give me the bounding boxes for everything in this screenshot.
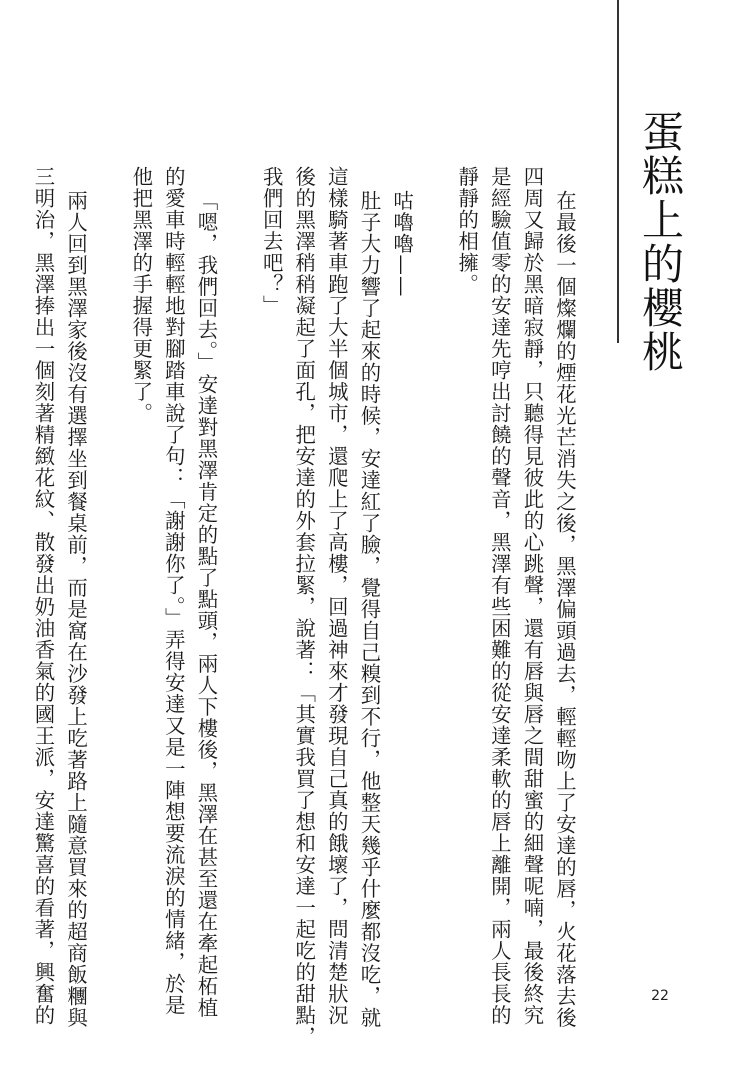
text-line: 咕嚕嚕——: [390, 190, 415, 298]
chapter-title: 蛋糕上的櫻桃: [636, 110, 685, 374]
page-number: 22: [651, 988, 669, 1004]
text-line: 肚子大力響了起來的時候，安達紅了臉，覺得自己糗到不行，他整天幾乎什麼都沒吃，就: [357, 190, 382, 1029]
text-line: 是經驗值零的安達先哼出討饒的聲音，黑澤有些困難的從安達柔軟的唇上離開，兩人長長的: [487, 166, 512, 1026]
text-line: 後的黑澤稍稍凝起了面孔，把安達的外套拉緊，說著：「其實我買了想和安達一起吃的甜點，: [292, 166, 317, 1048]
text-line: 兩人回到黑澤家後沒有選擇坐到餐桌前，而是窩在沙發上吃著路上隨意買來的超商飯糰與: [64, 190, 89, 1029]
text-line: 四周又歸於黑暗寂靜，只聽得見彼此的心跳聲，還有唇與唇之間甜蜜的細聲呢喃，最後終究: [520, 166, 545, 1026]
text-line: 「嗯，我們回去。」安達對黑澤肯定的點了點頭，兩人下樓後，黑澤在甚至還在牽起柘植: [194, 190, 219, 1019]
text-line: 我們回去吧？」: [259, 166, 284, 317]
text-line: 他把黑澤的手握得更緊了。: [129, 166, 154, 424]
text-line: 在最後一個燦爛的煙花光芒消失之後，黑澤偏頭過去，輕輕吻上了安達的唇，火花落去後: [553, 190, 577, 1029]
text-line: 這樣騎著車跑了大半個城市，還爬上了高樓，回過神來才發現自己真的餓壞了，問清楚狀況: [324, 166, 349, 1026]
text-line: 三明治，黑澤捧出一個刻著精緻花紋、散發出奶油香氣的國王派，安達驚喜的看著，興奮的: [31, 166, 56, 1026]
text-line: 的愛車時輕輕地對腳踏車說了句：「謝謝你了。」弄得安達又是一陣想要流淚的情緒，於是: [161, 166, 186, 1016]
body-text: [27, 166, 581, 1048]
text-line: 靜靜的相擁。: [455, 166, 480, 295]
title-divider-rule: [617, 0, 619, 343]
